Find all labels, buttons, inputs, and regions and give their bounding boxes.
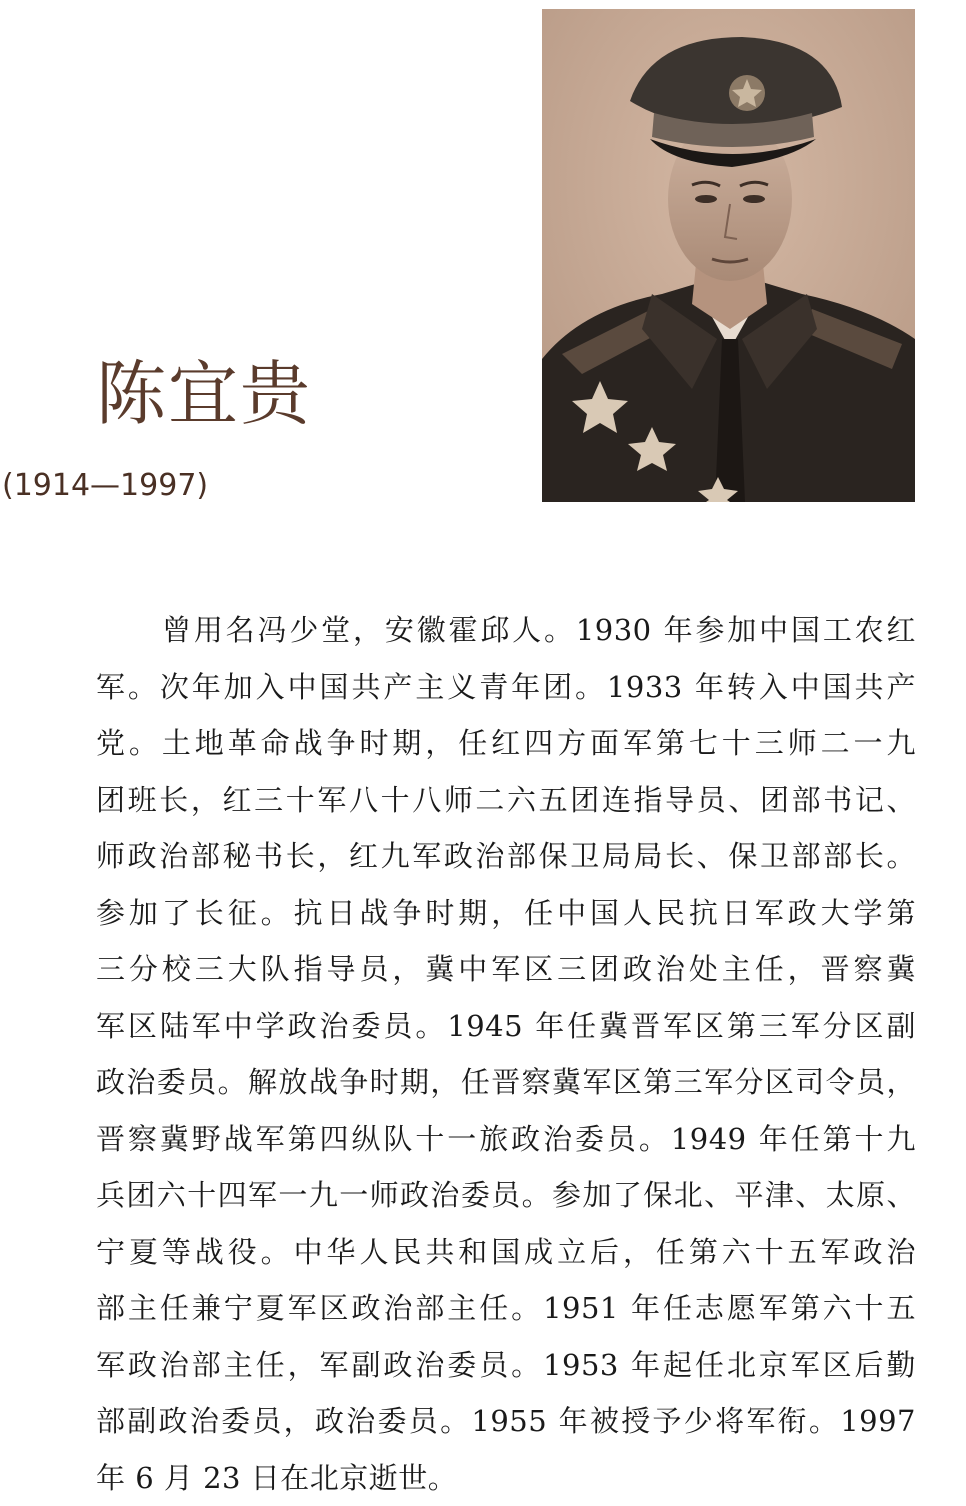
bio-line: 曾用名冯少堂，安徽霍邱人。1930 年参加中国工农红 [96, 602, 916, 659]
bio-line: 军。次年加入中国共产主义青年团。1933 年转入中国共产 [96, 659, 916, 716]
bio-line: 团班长，红三十军八十八师二六五团连指导员、团部书记、 [96, 772, 916, 829]
bio-line: 年 6 月 23 日在北京逝世。 [96, 1450, 916, 1506]
bio-line: 政治委员。解放战争时期，任晋察冀军区第三军分区司令员， [96, 1054, 916, 1111]
portrait-photo [542, 9, 915, 502]
person-name: 陈宜贵 [96, 352, 312, 436]
bio-line: 军政治部主任，军副政治委员。1953 年起任北京军区后勤 [96, 1337, 916, 1394]
biography-text [96, 602, 916, 1506]
bio-line: 三分校三大队指导员，冀中军区三团政治处主任，晋察冀 [96, 941, 916, 998]
bio-line: 党。土地革命战争时期，任红四方面军第七十三师二一九 [96, 715, 916, 772]
portrait-illustration [542, 9, 915, 502]
bio-line: 部副政治委员，政治委员。1955 年被授予少将军衔。1997 [96, 1393, 916, 1450]
bio-line: 部主任兼宁夏军区政治部主任。1951 年任志愿军第六十五 [96, 1280, 916, 1337]
bio-line: 晋察冀野战军第四纵队十一旅政治委员。1949 年任第十九 [96, 1111, 916, 1168]
bio-line: 兵团六十四军一九一师政治委员。参加了保北、平津、太原、 [96, 1167, 916, 1224]
bio-line: 参加了长征。抗日战争时期，任中国人民抗日军政大学第 [96, 885, 916, 942]
bio-line: 军区陆军中学政治委员。1945 年任冀晋军区第三军分区副 [96, 998, 916, 1055]
bio-line: 宁夏等战役。中华人民共和国成立后，任第六十五军政治 [96, 1224, 916, 1281]
bio-line: 师政治部秘书长，红九军政治部保卫局局长、保卫部部长。 [96, 828, 916, 885]
life-years: (1914—1997) [2, 466, 208, 506]
